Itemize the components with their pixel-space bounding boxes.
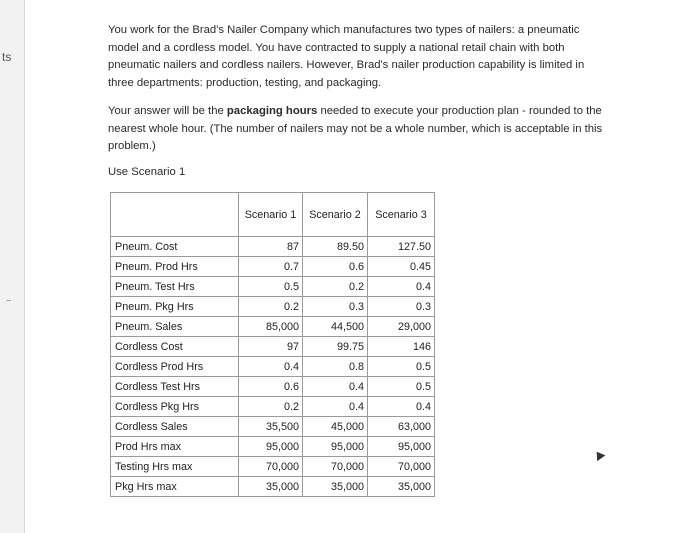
header-scenario-2: Scenario 2 [303,193,368,237]
header-scenario-3: Scenario 3 [368,193,435,237]
cell-s3: 35,000 [368,477,435,497]
table-row [111,337,435,357]
instruction-paragraph [108,103,608,156]
instruction-text-start: Your answer will be the [108,105,227,117]
table-row [111,357,435,377]
cell-s2: 70,000 [303,457,368,477]
cell-s1: 70,000 [239,457,303,477]
row-label: Cordless Sales [111,417,239,437]
row-label: Pneum. Prod Hrs [111,257,239,277]
cell-s1: 35,000 [239,477,303,497]
cell-s3: 29,000 [368,317,435,337]
cell-s1: 0.2 [239,397,303,417]
header-blank-cell [111,193,239,237]
cell-s1: 0.5 [239,277,303,297]
cell-s1: 0.4 [239,357,303,377]
table-row [111,417,435,437]
table-row [111,397,435,417]
cell-s3: 63,000 [368,417,435,437]
cell-s2: 0.4 [303,397,368,417]
table-row [111,277,435,297]
cell-s1: 0.7 [239,257,303,277]
scenario-label: Use Scenario 1 [108,165,186,178]
cell-s1: 97 [239,337,303,357]
table-row [111,477,435,497]
cell-s2: 44,500 [303,317,368,337]
row-label: Pneum. Sales [111,317,239,337]
row-label: Pneum. Pkg Hrs [111,297,239,317]
cell-s2: 35,000 [303,477,368,497]
cell-s3: 95,000 [368,437,435,457]
instruction-text-end: needed to execute your production plan - rounded to the nearest whole hour. (The number of nailers may not be a whole number, which is acceptable in this problem.) [108,105,603,152]
instruction-bold-text: packaging hours [226,105,318,117]
cell-s2: 89.50 [303,237,368,257]
table-row [111,237,435,257]
cell-s2: 0.8 [303,357,368,377]
row-label: Prod Hrs max [111,437,239,457]
cell-s3: 0.4 [368,397,435,417]
strip-tick-mark [6,300,11,301]
mouse-cursor-icon [593,449,606,461]
row-label: Cordless Cost [111,337,239,357]
cell-s2: 0.6 [303,257,368,277]
table-row [111,377,435,397]
cell-s1: 0.6 [239,377,303,397]
cell-s3: 0.5 [368,377,435,397]
cell-s1: 35,500 [239,417,303,437]
table-row [111,457,435,477]
cell-s3: 70,000 [368,457,435,477]
row-label: Cordless Pkg Hrs [111,397,239,417]
row-label: Pkg Hrs max [111,477,239,497]
row-label: Testing Hrs max [111,457,239,477]
cell-s1: 87 [239,237,303,257]
cell-s2: 0.2 [303,277,368,297]
row-label: Pneum. Test Hrs [111,277,239,297]
table-row [111,297,435,317]
intro-paragraph: You work for the Brad's Nailer Company which manufactures two types of nailers: a pneumatic model and a cordless model. You have contracted to supply a national retail chain with both pneumatic nailers and cordless nailers. However, Brad's nailer production capability is limited in three departments: production, testing, and packaging. [108,24,585,89]
cell-s3: 127.50 [368,237,435,257]
row-label: Cordless Test Hrs [111,377,239,397]
cell-s3: 146 [368,337,435,357]
header-scenario-1: Scenario 1 [239,193,303,237]
cell-s2: 0.4 [303,377,368,397]
row-label: Pneum. Cost [111,237,239,257]
cell-s2: 45,000 [303,417,368,437]
cell-s2: 0.3 [303,297,368,317]
table-row [111,437,435,457]
cell-s3: 0.5 [368,357,435,377]
cell-s1: 95,000 [239,437,303,457]
left-text-fragment: ts [2,50,12,64]
problem-statement [108,22,608,178]
cell-s1: 85,000 [239,317,303,337]
cell-s1: 0.2 [239,297,303,317]
cell-s3: 0.4 [368,277,435,297]
table-row [111,257,435,277]
left-page-strip [0,0,25,533]
scenario-table [110,192,435,497]
row-label: Cordless Prod Hrs [111,357,239,377]
cell-s3: 0.45 [368,257,435,277]
cell-s2: 95,000 [303,437,368,457]
cell-s2: 99.75 [303,337,368,357]
table-row [111,317,435,337]
cell-s3: 0.3 [368,297,435,317]
table-header-row [111,193,435,237]
